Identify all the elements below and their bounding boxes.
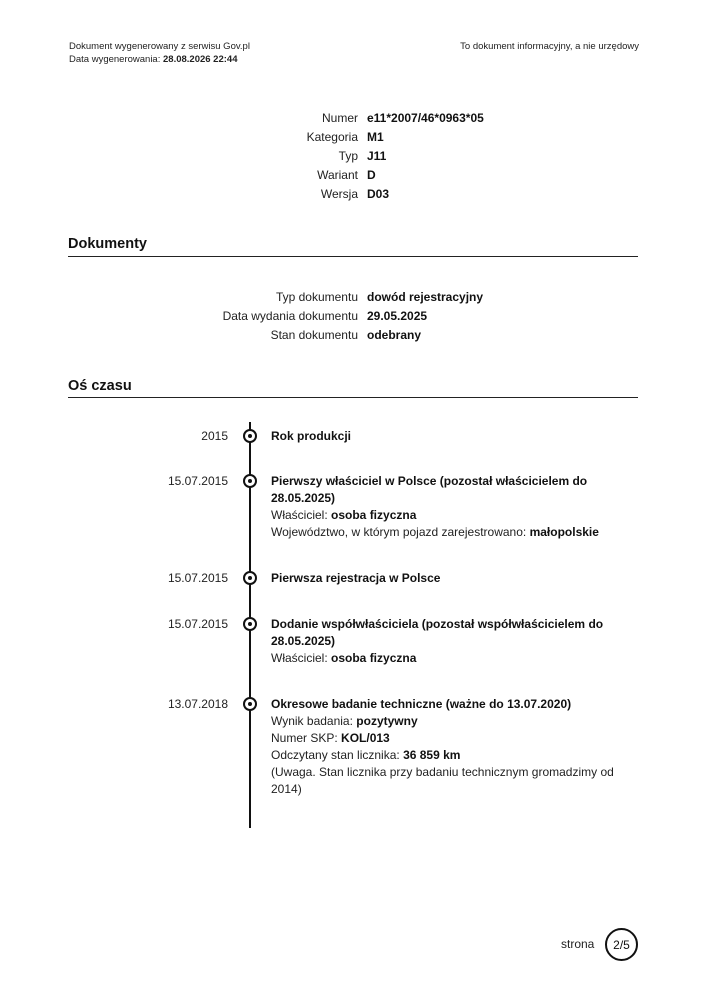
event-date: 2015 xyxy=(201,429,228,443)
event-body xyxy=(271,428,616,445)
kv-row xyxy=(0,306,707,325)
detail-value: 36 859 km xyxy=(403,748,461,762)
kv-value: odebrany xyxy=(367,327,422,342)
kv-value: M1 xyxy=(367,129,384,144)
kv-label: Data wydania dokumentu xyxy=(222,308,358,323)
kv-value: dowód rejestracyjny xyxy=(367,289,484,304)
disclaimer: To dokument informacyjny, a nie urzędowy xyxy=(460,41,639,52)
kv-label: Numer xyxy=(321,110,358,125)
event-date: 13.07.2018 xyxy=(167,697,228,711)
kv-row xyxy=(0,287,707,306)
generated-date-label: Data wygenerowania: xyxy=(69,54,161,65)
kv-value: D xyxy=(367,167,376,182)
detail-label: Odczytany stan licznika: xyxy=(271,748,404,762)
kv-label: Typ xyxy=(338,148,358,163)
documents-table xyxy=(0,287,707,344)
event-body xyxy=(271,473,616,541)
kv-row xyxy=(0,127,707,146)
event-detail xyxy=(271,507,616,524)
page-label: strona xyxy=(561,937,595,951)
source-text: Dokument wygenerowany z serwisu Gov.pl xyxy=(69,41,250,52)
generated-date-value: 28.08.2026 22:44 xyxy=(163,54,238,65)
event-title: Dodanie współwłaściciela (pozostał współwłaścicielem do 28.05.2025) xyxy=(271,617,604,648)
detail-label: Numer SKP: xyxy=(271,731,342,745)
timeline-dot-icon xyxy=(243,617,257,631)
event-date: 15.07.2015 xyxy=(167,571,228,585)
detail-value: KOL/013 xyxy=(341,731,390,745)
kv-row xyxy=(0,325,707,344)
detail-value: osoba fizyczna xyxy=(331,508,417,522)
kv-value: 29.05.2025 xyxy=(367,308,428,323)
detail-label: Województwo, w którym pojazd zarejestrowano: xyxy=(271,525,530,539)
kv-value: J11 xyxy=(367,148,387,163)
section-title-timeline: Oś czasu xyxy=(68,378,132,394)
event-date: 15.07.2015 xyxy=(167,617,228,631)
detail-label: Właściciel: xyxy=(271,651,332,665)
timeline-dot-icon xyxy=(243,571,257,585)
kv-row xyxy=(0,184,707,203)
detail-label: Wynik badania: xyxy=(271,714,357,728)
detail-value: osoba fizyczna xyxy=(331,651,417,665)
kv-label: Typ dokumentu xyxy=(275,289,358,304)
event-body xyxy=(271,616,616,667)
kv-row xyxy=(0,146,707,165)
event-detail xyxy=(271,650,616,667)
kv-value: e11*2007/46*0963*05 xyxy=(367,110,484,125)
event-detail xyxy=(271,713,616,730)
detail-value: małopolskie xyxy=(529,525,599,539)
event-body xyxy=(271,570,616,587)
kv-value: D03 xyxy=(367,186,390,201)
detail-label: Właściciel: xyxy=(271,508,332,522)
timeline-dot-icon xyxy=(243,474,257,488)
event-date: 15.07.2015 xyxy=(167,474,228,488)
event-title: Pierwszy właściciel w Polsce (pozostał właścicielem do 28.05.2025) xyxy=(271,474,588,505)
section-divider xyxy=(68,397,638,398)
event-body xyxy=(271,696,616,798)
timeline-dot-icon xyxy=(243,429,257,443)
event-detail xyxy=(271,524,616,541)
vehicle-type-table xyxy=(0,108,707,203)
event-title: Rok produkcji xyxy=(271,429,352,443)
event-detail xyxy=(271,730,616,747)
detail-value: pozytywny xyxy=(356,714,418,728)
kv-label: Wariant xyxy=(317,167,358,182)
generated-date-line xyxy=(69,53,250,66)
kv-row xyxy=(0,165,707,184)
kv-label: Stan dokumentu xyxy=(270,327,358,342)
page-number: 2/5 xyxy=(605,928,638,961)
event-detail xyxy=(271,747,616,764)
event-title: Okresowe badanie techniczne (ważne do 13.07.2020) xyxy=(271,697,572,711)
section-title-documents: Dokumenty xyxy=(68,236,147,252)
document-header-left xyxy=(69,40,250,66)
timeline-dot-icon xyxy=(243,697,257,711)
event-title: Pierwsza rejestracja w Polsce xyxy=(271,571,441,585)
kv-row xyxy=(0,108,707,127)
kv-label: Wersja xyxy=(320,186,358,201)
timeline xyxy=(0,422,707,830)
event-note: (Uwaga. Stan licznika przy badaniu technicznym gromadzimy od 2014) xyxy=(271,765,614,796)
kv-label: Kategoria xyxy=(306,129,358,144)
section-divider xyxy=(68,256,638,257)
